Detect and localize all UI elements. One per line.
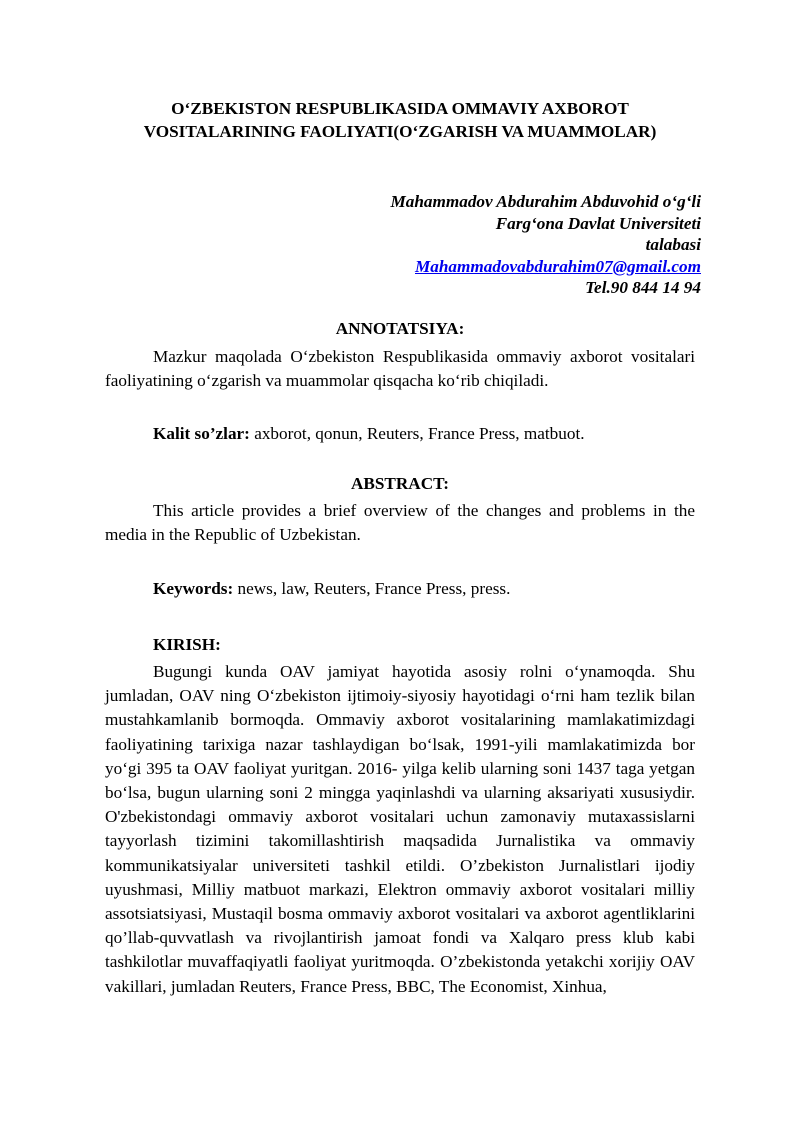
author-email-link[interactable]: Mahammadovabdurahim07@gmail.com [415,256,701,276]
abstract-keywords-label: Keywords: [153,579,234,598]
title-line-2: VOSITALARINING FAOLIYATI(O‘ZGARISH VA MUAMMOLAR) [143,122,657,141]
intro-text: Bugungi kunda OAV jamiyat hayotida asosiy rolni o‘ynamoqda. Shu jumladan, OAV ning O‘zbekiston ijtimoiy-siyosiy hayotidagi o‘rni ham tezlik bilan mustahkamlanib bormoqda. Ommaviy axborot vositalarining mamlakatimizdagi faoliyatining tarixiga nazar tashlaydigan bo‘lsak, 1991-yili mamlakatimizda bor yo‘gi 395 ta OAV faoliyat yuritgan. 2016- yilga kelib ularning soni 1437 taga yetgan bo‘lsa, bugun ularning soni 2 mingga yaqinlashdi va ularning aksariyati xususiydir. O'zbekistondagi ommaviy axborot vositalari uchun zamonaviy mutaxassislarni tayyorlash tizimini takomillashtirish maqsadida Jurnalistika va ommaviy kommunikatsiyalar universiteti tashkil etildi. O’zbekiston Jurnalistlari ijodiy uyushmasi, Milliy matbuot markazi, Elektron ommaviy axborot vositalari milliy assotsiatsiyasi, Mustaqil bosma ommaviy axborot vositalari va axborot agentliklarini qo’llab-quvvatlash va rivojlantirish jamoat fondi va Xalqaro press klub kabi tashkilotlar muvaffaqiyatli faoliyat yuritmoqda. O’zbekistonda yetakchi xorijiy OAV vakillari, jumladan Reuters, France Press, BBC, The Economist, Xinhua, [105,662,695,996]
annotation-keywords [153,422,695,446]
intro-heading: KIRISH: [153,635,221,654]
author-university: Farg‘ona Davlat Universiteti [495,213,701,233]
annotation-keywords-value: axborot, qonun, Reuters, France Press, matbuot. [249,424,585,443]
annotation-text: Mazkur maqolada O‘zbekiston Respublikasida ommaviy axborot vositalari faoliyatining o‘zgarish va muammolar qisqacha ko‘rib chiqiladi. [105,347,695,391]
abstract-text: This article provides a brief overview of the changes and problems in the media in the Republic of Uzbekistan. [105,501,695,545]
author-phone: Tel.90 844 14 94 [585,278,701,297]
annotation-keywords-label: Kalit so’zlar: [153,424,250,443]
abstract-keywords-value: news, law, Reuters, France Press, press. [233,579,511,598]
abstract-keywords [153,577,695,601]
author-role: talabasi [645,235,701,254]
author-block [251,191,701,299]
annotation-heading: ANNOTATSIYA: [335,319,465,338]
title-line-1: O‘ZBEKISTON RESPUBLIKASIDA OMMAVIY AXBOROT [171,99,629,118]
author-name: Mahammadov Abdurahim Abduvohid o‘g‘li [390,192,701,211]
abstract-heading: ABSTRACT: [350,474,450,493]
paper-title [105,97,695,143]
